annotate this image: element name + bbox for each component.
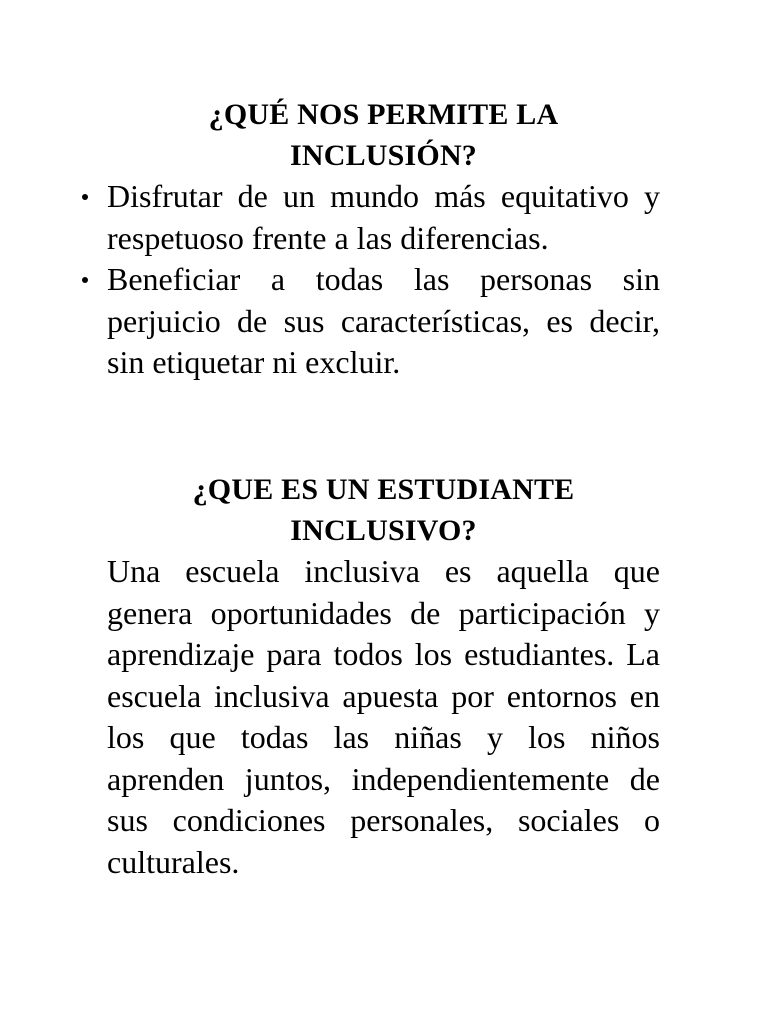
heading-line: ¿QUÉ NOS PERMITE LA <box>208 98 559 131</box>
bullet-list <box>107 176 660 384</box>
bullet-item <box>107 176 660 259</box>
section-heading <box>107 469 660 551</box>
bullet-icon <box>82 277 88 283</box>
bullet-icon <box>82 194 88 200</box>
section-inclusion-benefits <box>107 94 660 384</box>
body-paragraph: Una escuela inclusiva es aquella que genera oportunidades de participación y aprendizaje para todos los estudiantes. La escuela inclusiva apuesta por entornos en los que todas las niñas y los niños aprenden juntos, independientemente de sus condiciones personales, sociales o culturales. <box>107 553 660 880</box>
heading-line: INCLUSIÓN? <box>289 139 478 172</box>
heading-line: ¿QUE ES UN ESTUDIANTE <box>192 473 575 506</box>
bullet-text: Disfrutar de un mundo más equitativo y respetuoso frente a las diferencias. <box>107 178 660 256</box>
section-heading <box>107 94 660 176</box>
bullet-item <box>107 259 660 384</box>
heading-line: INCLUSIVO? <box>290 514 477 547</box>
section-inclusive-student <box>107 469 660 883</box>
bullet-text: Beneficiar a todas las personas sin perjuicio de sus características, es decir, sin etiquetar ni excluir. <box>107 261 660 380</box>
